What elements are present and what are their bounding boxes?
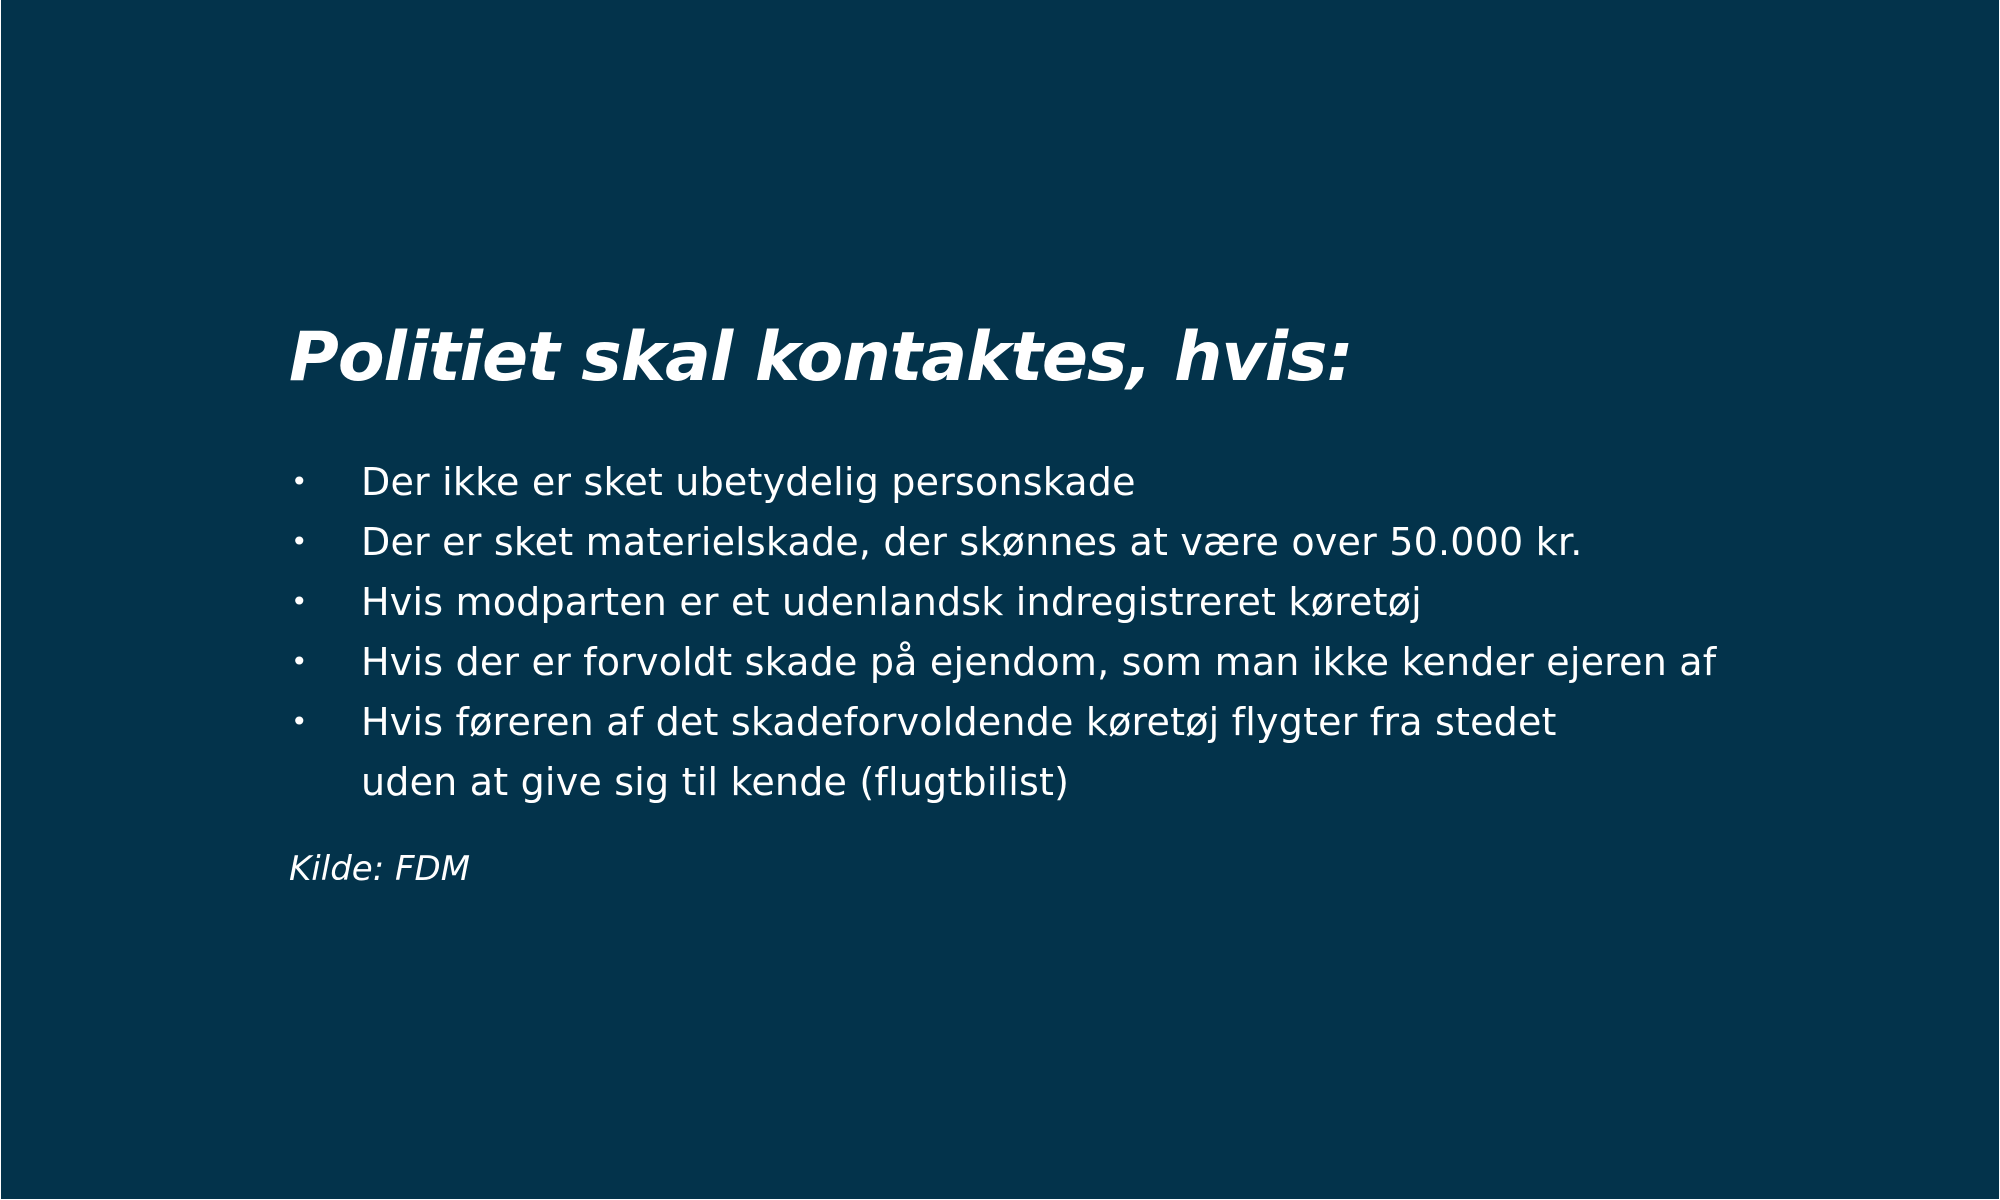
bullet-dot-icon: • <box>291 465 308 498</box>
source-credit: Kilde: FDM <box>289 849 471 889</box>
bullet-dot-icon: • <box>291 525 308 558</box>
slide-title: Politiet skal kontaktes, hvis: <box>289 318 1353 397</box>
slide <box>1 0 1999 1199</box>
bullet-item <box>289 512 1789 572</box>
bullet-text: uden at give sig til kende (flugtbilist) <box>361 760 1070 804</box>
bullet-item <box>289 632 1789 692</box>
bullet-text: Hvis modparten er et udenlandsk indregistreret køretøj <box>361 580 1422 624</box>
bullet-dot-icon: • <box>291 585 308 618</box>
bullet-continuation <box>289 752 1789 812</box>
bullet-text: Hvis føreren af det skadeforvoldende køretøj flygter fra stedet <box>361 700 1557 744</box>
bullet-text: Der er sket materielskade, der skønnes at være over 50.000 kr. <box>361 520 1583 564</box>
slide-content <box>289 318 1789 890</box>
bullet-list <box>289 452 1789 812</box>
bullet-item <box>289 692 1789 752</box>
bullet-item <box>289 452 1789 512</box>
bullet-dot-icon: • <box>291 705 308 738</box>
bullet-text: Hvis der er forvoldt skade på ejendom, som man ikke kender ejeren af <box>361 640 1717 684</box>
bullet-dot-icon: • <box>291 645 308 678</box>
bullet-text: Der ikke er sket ubetydelig personskade <box>361 460 1136 504</box>
bullet-item <box>289 572 1789 632</box>
